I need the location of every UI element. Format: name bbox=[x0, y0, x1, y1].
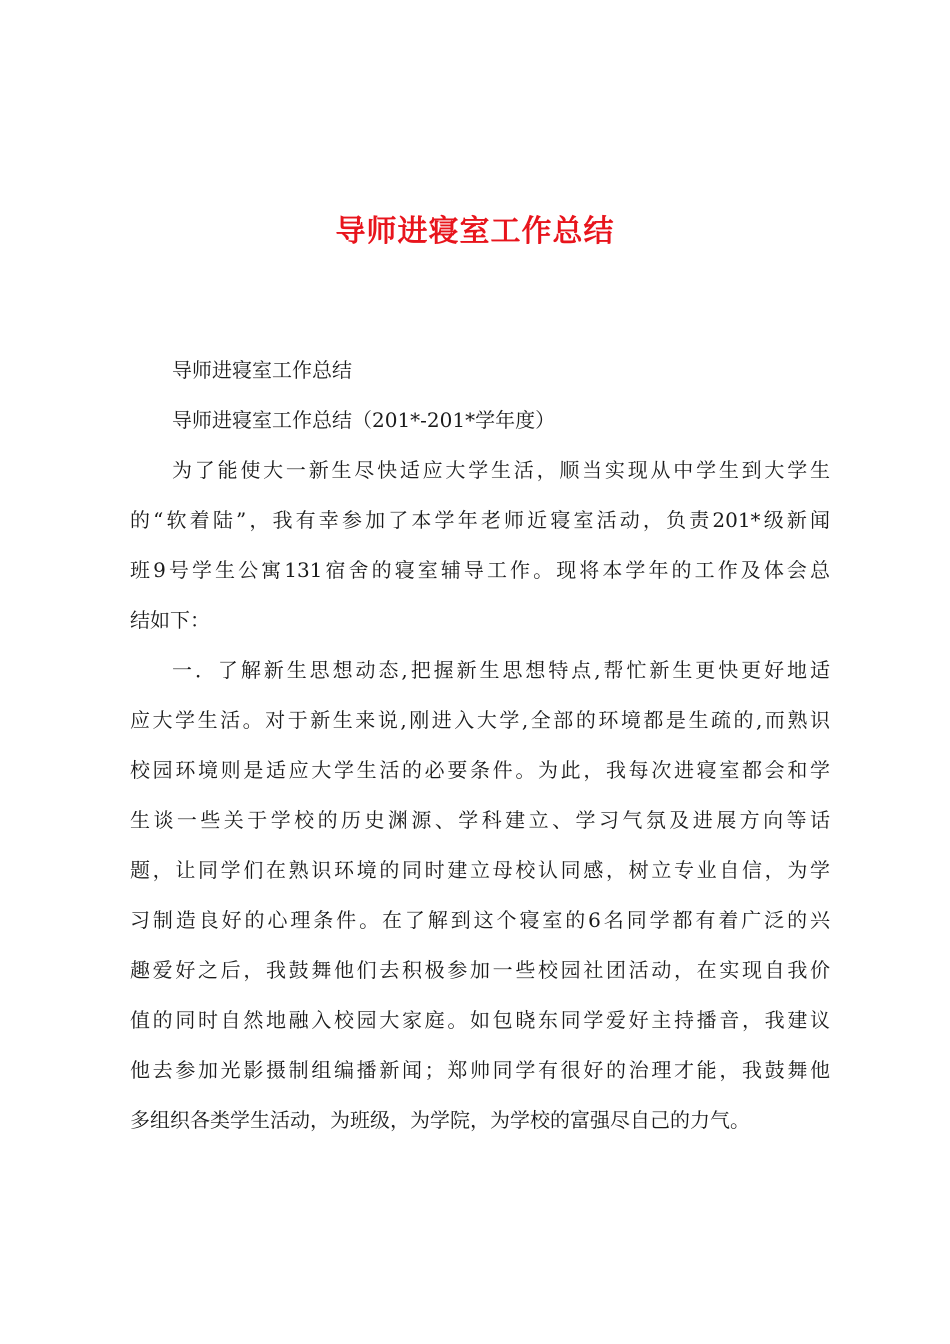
paragraph-line: 的“软着陆”，我有幸参加了本学年老师近寝室活动，负责201*级新闻 bbox=[130, 508, 830, 532]
subtitle-year-line: 导师进寝室工作总结（201*-201*学年度） bbox=[172, 408, 556, 432]
paragraph-line: 校园环境则是适应大学生活的必要条件。为此，我每次进寝室都会和学 bbox=[130, 758, 830, 782]
paragraph-line: 趣爱好之后，我鼓舞他们去积极参加一些校园社团活动，在实现自我价 bbox=[130, 958, 830, 982]
paragraph-line: 班9号学生公寓131宿舍的寝室辅导工作。现将本学年的工作及体会总 bbox=[130, 558, 830, 582]
paragraph-line: 结如下： bbox=[130, 608, 210, 632]
paragraph-line: 他去参加光影摄制组编播新闻；郑帅同学有很好的治理才能，我鼓舞他 bbox=[130, 1058, 830, 1082]
paragraph-line: 习制造良好的心理条件。在了解到这个寝室的6名同学都有着广泛的兴 bbox=[130, 908, 830, 932]
paragraph-line: 一．了解新生思想动态,把握新生思想特点,帮忙新生更快更好地适 bbox=[172, 658, 830, 682]
paragraph-line: 值的同时自然地融入校园大家庭。如包晓东同学爱好主持播音，我建议 bbox=[130, 1008, 830, 1032]
paragraph-line: 多组织各类学生活动，为班级，为学院，为学校的富强尽自己的力气。 bbox=[130, 1108, 750, 1132]
document-body bbox=[130, 345, 830, 1145]
subtitle-line: 导师进寝室工作总结 bbox=[172, 358, 352, 382]
paragraph-line: 应大学生活。对于新生来说,刚进入大学,全部的环境都是生疏的,而熟识 bbox=[130, 708, 830, 732]
paragraph-line: 为了能使大一新生尽快适应大学生活，顺当实现从中学生到大学生 bbox=[172, 458, 830, 482]
paragraph-line: 生谈一些关于学校的历史渊源、学科建立、学习气氛及进展方向等话 bbox=[130, 808, 830, 832]
document-title: 导师进寝室工作总结 bbox=[335, 214, 615, 249]
paragraph-line: 题，让同学们在熟识环境的同时建立母校认同感，树立专业自信，为学 bbox=[130, 858, 830, 882]
